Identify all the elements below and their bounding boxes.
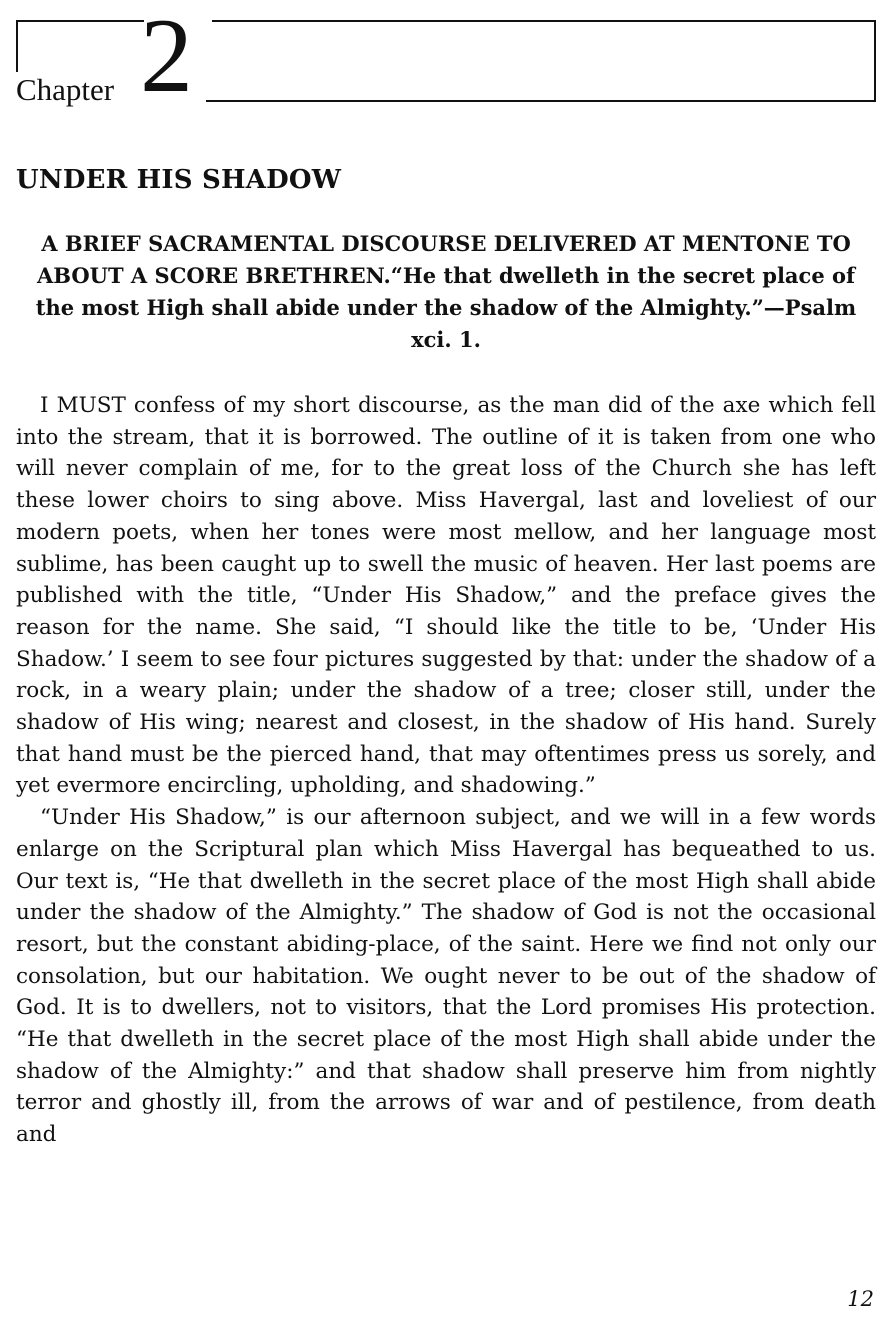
body-text [16, 390, 876, 1151]
chapter-frame-top-rule-right [212, 20, 876, 22]
body-paragraph: I MUST confess of my short discourse, as the man did of the axe which fell into the stream, that it is borrowed. The outline of it is taken from one who will never complain of me, for to the great loss of the Church she has left these lower choirs to sing above. Miss Havergal, last and loveliest of our modern poets, when her tones were most mellow, and her language most sublime, has been caught up to swell the music of heaven. Her last poems are published with the title, “Under His Shadow,” and the preface gives the reason for the name. She said, “I should like the title to be, ‘Under His Shadow.’ I seem to see four pictures suggested by that: under the shadow of a rock, in a weary plain; under the shadow of a tree; closer still, under the shadow of His wing; nearest and closest, in the shadow of His hand. Surely that hand must be the pierced hand, that may oftentimes press us sorely, and yet evermore encircling, upholding, and shadowing.” [16, 393, 876, 799]
chapter-label: Chapter [16, 72, 115, 107]
chapter-frame-right-rule [874, 20, 876, 102]
body-paragraph: “Under His Shadow,” is our afternoon subject, and we will in a few words enlarge on the Scriptural plan which Miss Havergal has bequeathed to us. Our text is, “He that dwelleth in the secret place of the most High shall abide under the shadow of the Almighty.” The shadow of God is not the occasional resort, but the constant abiding-place, of the saint. Here we find not only our consolation, but our habitation. We ought never to be out of the shadow of God. It is to dwellers, not to visitors, that the Lord promises His protection. “He that dwelleth in the secret place of the most High shall abide under the shadow of the Almighty:” and that shadow shall preserve him from nightly terror and ghostly ill, from the arrows of war and of pestilence, from death and [16, 805, 876, 1148]
chapter-frame-top-rule-left [16, 20, 144, 22]
chapter-frame-left-rule [16, 20, 18, 72]
chapter-frame-bottom-rule [206, 100, 876, 102]
page-number: 12 [847, 1287, 874, 1311]
chapter-number: 2 [140, 0, 193, 114]
chapter-subtitle: A BRIEF SACRAMENTAL DISCOURSE DELIVERED AT MENTONE TO ABOUT A SCORE BRETHREN.“He that dwelleth in the secret place of the most High shall abide under the shadow of the Almighty.”—Psalm xci. 1. [35, 231, 857, 352]
chapter-title: UNDER HIS SHADOW [16, 165, 342, 195]
chapter-header [0, 0, 892, 118]
